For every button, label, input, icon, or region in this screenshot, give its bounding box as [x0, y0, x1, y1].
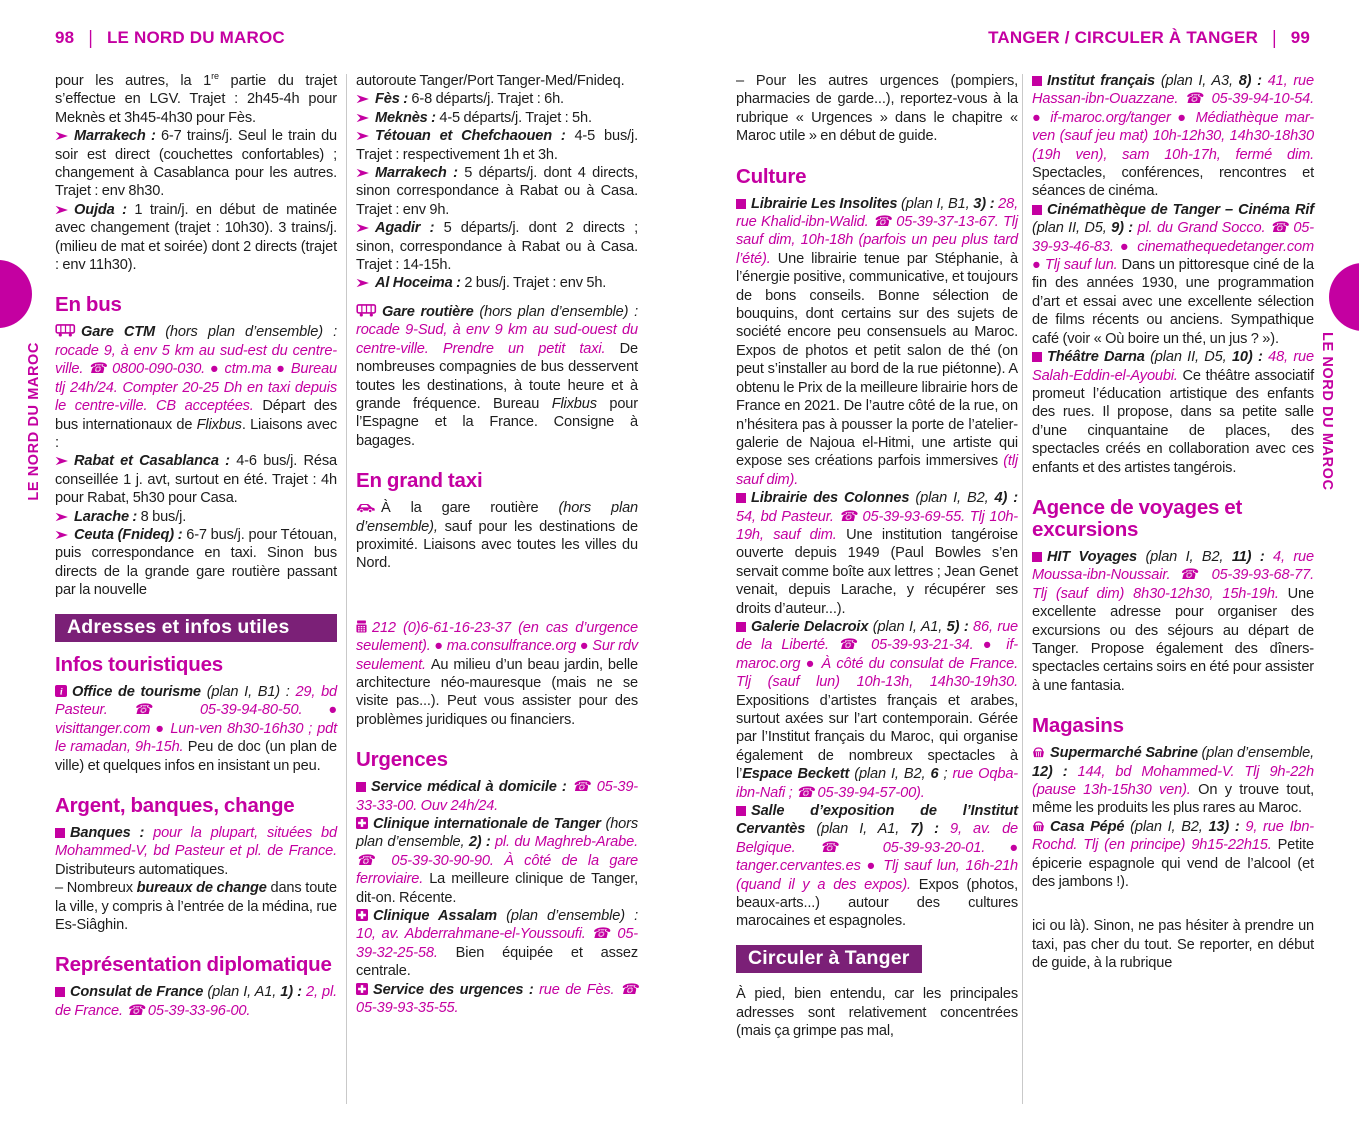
square-bullet [736, 806, 746, 816]
text-run: Service des urgences : [373, 981, 540, 998]
section-heading: Magasins [1032, 714, 1124, 738]
paragraph [55, 983, 337, 1020]
text-run: Librairie des Colonnes [751, 490, 916, 507]
text-run: rue Oqba-ibn-Nafi ; ☎ 05-39-94-57-00). [736, 766, 1018, 801]
text-run: Institut français [1047, 73, 1161, 89]
text-run: Peu de doc (un plan de ville) et quelques infos en insistant un peu. [55, 739, 337, 774]
text-run: Cinémathèque de Tanger – Cinéma Rif [1047, 201, 1314, 218]
text-run: HIT Voyages [1047, 548, 1146, 565]
text-run: 9) : [1111, 220, 1138, 237]
paragraph [356, 303, 638, 450]
text-run: 54, bd Pasteur. ☎ 05-39-93-69-55. Tlj 10h-19h, sauf dim. [736, 508, 1018, 543]
text-run: sauf pour les destinations de proximité. Liaisons avec toutes les villes du Nord. [356, 518, 638, 572]
text-run: pl. du Grand Socco. ☎ 05-39-93-46-83. ● cinemathequedetanger.com ● Tlj sauf lun. [1032, 220, 1314, 274]
chapter-title-left: LE NORD DU MAROC [106, 28, 285, 47]
paragraph [356, 72, 638, 90]
square-bullet [356, 782, 366, 792]
text-run: 6-7 trains/j. Seul le train du soir est direct (couchettes confortables) ; changement à Casablanca pour les autres. Trajet : env 8h30. [55, 128, 338, 200]
info-icon [55, 685, 67, 697]
text-run: 4-5 bus/j. Trajet : respectivement 1h et 3h. [356, 128, 638, 163]
text-run: Départ des bus internationaux de [55, 398, 337, 433]
text-run: Flixbus [196, 416, 242, 433]
text-run: Au milieu d’un beau jardin, belle architecture néo-mauresque (mais ne se visite pas...). Peut vous assister pour des problèmes juridiques ou financiers. [356, 656, 638, 728]
paragraph [356, 981, 638, 1018]
text-run: (plan I, B2, [1145, 548, 1232, 565]
text-run: ; [938, 766, 953, 783]
text-run: 8 bus/j. [140, 508, 187, 525]
text-run: 5) : [946, 618, 974, 635]
text-run: ☎ 05-39-33-33-00. Ouv 24h/24. [356, 779, 638, 814]
text-run: (hors plan d’ensemble, [356, 816, 638, 851]
section-heading: En bus [55, 293, 122, 317]
text-run: Oujda : [74, 201, 135, 218]
paragraph [55, 824, 337, 879]
text-run: ici ou là). Sinon, ne pas hésiter à prendre un taxi, pas cher du tout. Se reporter, en début de guide, à la rubrique [1032, 918, 1314, 972]
header-separator: | [1272, 26, 1277, 49]
text-run: pour l’Espagne et la France. Consigne à bagages. [356, 395, 638, 449]
paragraph [736, 489, 1018, 618]
paragraph [356, 778, 638, 815]
arrow-icon [55, 205, 69, 215]
text-run: (plan I, A1, [872, 618, 947, 635]
text-run: Expositions d’artistes français et arabes, surtout axées sur l’art contemporain. Gérée par l’Institut français du Maroc, qui organise également de nombreux spectacles à l’ [736, 692, 1018, 783]
text-run: Al Hoceima : [375, 275, 465, 292]
side-tab-circle-left [0, 260, 32, 328]
text-run: Une excellente adresse pour organiser des excursions ou des séjours au départ de Tanger. Propose également des dîners-spectacles certains soirs en été pour assister à une fantasia. [1032, 585, 1314, 694]
paragraph [55, 127, 337, 201]
arrow-icon [356, 131, 370, 141]
column-3 [736, 72, 1018, 1041]
taxi-icon [356, 502, 376, 513]
text-run: Librairie Les Insolites [751, 195, 902, 212]
arrow-icon [356, 223, 370, 233]
side-tab-label-right: LE NORD DU MAROC [1319, 332, 1335, 491]
paragraph [1032, 201, 1314, 348]
text-run: Marrakech : [74, 128, 161, 145]
text-run: (plan I, A1, [207, 984, 281, 1001]
paragraph [1032, 348, 1314, 477]
text-run: 4-6 bus/j. Résa conseillée 1 j. avt, surtout en été. Trajet : 4h pour Rabat, 5h30 pour Casa. [55, 453, 337, 507]
text-run: Consulat de France [70, 984, 208, 1001]
square-bullet [55, 828, 65, 838]
text-run: 1 train/j. en début de matinée avec changement (trajet : 10h30). 3 trains/j. (milieu de mat et soirée) dont 2 directs (trajet : env 11h30). [55, 201, 337, 274]
text-run: Dans un pittoresque ciné de la fin des années 1930, une programmation d’art et essai avec une excellente sélection de films récents ou anciens. Sympathique café (voir « Où boire un thé, un jus ? »). [1032, 257, 1314, 347]
text-run: Supermarché Sabrine [1050, 745, 1202, 762]
paragraph [356, 907, 638, 981]
paragraph [356, 219, 638, 274]
text-run: Galerie Delacroix [751, 618, 873, 635]
paragraph [736, 72, 1018, 146]
text-run: dans toute la ville, y compris à l’entrée de la médina, rue Es-Siâghin. [55, 880, 338, 934]
arrow-icon [356, 168, 370, 178]
square-bullet [736, 622, 746, 632]
text-run: Petite épicerie espagnole qui vend de l’alcool (et des jambons !). [1032, 837, 1314, 891]
section-heading: Culture [736, 164, 807, 188]
arrow-icon [356, 113, 370, 123]
text-run: On y trouve tout, même les produits les plus rares au Maroc. [1032, 782, 1315, 817]
text-run: – Nombreux [55, 880, 137, 897]
text-run: (plan I, A3, [1160, 73, 1239, 89]
text-run: 7) : [910, 821, 950, 838]
paragraph [736, 985, 1018, 1040]
text-run: À la gare routière [381, 500, 559, 517]
text-run: rue de Fès. ☎ 05-39-93-35-55. [356, 981, 639, 1017]
side-tab-circle-right [1329, 263, 1359, 331]
text-run: 6-7 bus/j. pour Tétouan, puis correspondance en taxi. Sinon bus directs de la grande gare routière passant par la nouvelle [55, 526, 338, 599]
column-2 [356, 72, 638, 1017]
text-run: partie du trajet s’effectue en LGV. Trajet : 2h45-4h pour Meknès et 3h45-4h30 pour Fès. [55, 73, 337, 126]
text-run: (plan I, B1, [901, 195, 974, 212]
text-run: 9, av. de Belgique. ☎ 05-39-93-20-01. ● tanger.cervantes.es ● Tlj sauf lun, 16h-21h (quand il y a des expos). [736, 821, 1019, 893]
text-run: Théâtre Darna [1047, 349, 1151, 366]
side-tab-label-left: LE NORD DU MAROC [26, 342, 42, 501]
text-run: Distributeurs automatiques. [55, 861, 229, 878]
fax-icon [356, 620, 367, 633]
paragraph [1032, 818, 1314, 892]
column-4 [1032, 72, 1314, 973]
paragraph [55, 72, 337, 127]
text-run: Spectacles, conférences, rencontres et séances de cinéma. [1032, 165, 1314, 200]
section-heading: Urgences [356, 748, 448, 772]
chapter-title-right: TANGER / CIRCULER À TANGER [988, 28, 1259, 47]
text-run: (plan I, B2, [854, 766, 931, 783]
text-run: Fès : [375, 91, 412, 108]
text-run: 6 [930, 766, 939, 783]
text-run: Ce théâtre associatif promeut l’éducation artistique des enfants des rues. Il propose, dans sa petite salle d’une cinquantaine de places, des spectacles créés en collaboration avec ces enfants et des artistes tangérois. [1032, 367, 1314, 476]
text-run: pour la plupart, situées bd Mohammed-V, bd Pasteur et pl. de France. [55, 825, 337, 860]
section-banner: Adresses et infos utiles [55, 614, 337, 642]
paragraph [736, 195, 1018, 490]
page-number-right: 99 [1290, 28, 1310, 47]
text-run: (plan II, D5, [1150, 349, 1232, 366]
square-bullet [55, 987, 65, 997]
paragraph [356, 499, 638, 573]
bus-icon [55, 324, 76, 337]
text-run: Larache : [74, 508, 141, 525]
text-run: Ceuta (Fnideq) : [74, 526, 187, 543]
plus-icon [356, 909, 368, 921]
paragraph [356, 90, 638, 108]
paragraph [736, 618, 1018, 802]
text-run: (plan I, A1, [816, 821, 911, 838]
square-bullet [736, 493, 746, 503]
plus-icon [356, 983, 368, 995]
text-run: (hors plan d’ensemble), [356, 500, 638, 535]
paragraph [55, 201, 337, 275]
text-run: Clinique Assalam [373, 908, 507, 925]
text-run: À pied, bien entendu, car les principales adresses sont relativement concentrées (mais ça grimpe pas mal, [736, 986, 1018, 1040]
paragraph [356, 274, 638, 292]
text-run: 3) : [973, 195, 999, 212]
paragraph [55, 879, 337, 934]
text-run: 41, rue Hassan-ibn-Ouazzane. ☎ 05-39-94-10-54. ● if-maroc.org/tanger ● Médiathèque mar-ven (sauf jeu mat) 10h-12h30, 14h30-18h30 (19h ven), sam 10h-17h, fermé dim. [1032, 73, 1314, 163]
paragraph [356, 109, 638, 127]
text-run: 6-8 départs/j. Trajet : 6h. [411, 91, 564, 108]
text-run: De nombreuses compagnies de bus desservent toutes les destinations, à toute heure et à grande fréquence. Bureau [356, 340, 638, 412]
text-run: Service médical à domicile : [371, 779, 572, 796]
paragraph [1032, 744, 1314, 818]
text-run: Flixbus [551, 395, 597, 412]
text-run: rocade 9, à env 5 km au sud-est du centre-ville. ☎ 0800-090-030. ● ctm.ma ● Bureau tlj 24h/24. Compter 20-25 Dh en taxi depuis le centre-ville. CB acceptées. [55, 342, 337, 415]
paragraph [1032, 72, 1314, 201]
page-number-left: 98 [55, 28, 75, 47]
section-heading: Agence de voyages et excursions [1032, 495, 1243, 541]
text-run: 4) : [994, 490, 1018, 507]
text-run: Marrakech : [375, 165, 465, 182]
text-run: 11) : [1231, 548, 1274, 565]
text-run: 86, rue de la Liberté. ☎ 05-39-93-21-34. ● if-maroc.org ● À côté du consulat de France. Tlj (sauf lun) 10h-13h, 14h30-19h30. [736, 618, 1018, 691]
text-run: 12) : [1032, 763, 1078, 780]
text-run: (plan d’ensemble) : [506, 908, 638, 925]
text-run: Agadir : [375, 220, 444, 237]
square-bullet [1032, 205, 1042, 215]
text-run: Gare CTM [81, 324, 166, 341]
text-run: Espace Beckett [742, 766, 855, 783]
text-run: Une librairie tenue par Stéphanie, à l’énergie positive, communicative, et toujours de bons conseils. Bonne sélection de bouquins, dont certains sur des sujets de société encore peu consensuels au Maroc. Expos de photos et petit salon de thé (on peut s’installer au bord de la rue piétonne). A obtenu le Prix de la meilleure librairie hors de France en 2021. De l’autre côté de la rue, on n’hésitera pas à pousser la porte de l’atelier-galerie de Najoua el-Hitmi, une artiste qui expose ses créations parfois immersives [736, 250, 1018, 470]
page-header-left [55, 28, 285, 48]
paragraph [356, 619, 638, 729]
paragraph [356, 164, 638, 219]
text-run: pl. du Maghreb-Arabe. ☎ 05-39-30-90-90. À côté de la gare ferroviaire. [356, 834, 638, 888]
text-run: pour les autres, la 1 [55, 73, 212, 89]
text-run: Meknès : [375, 109, 440, 126]
paragraph [55, 508, 337, 526]
text-run: 8) : [1238, 73, 1268, 89]
text-run: Salle d’exposition de l’Institut Cervantès [736, 803, 1018, 838]
text-run: La meilleure clinique de Tanger, dit-on. Récente. [356, 871, 639, 906]
text-run: 2, pl. de France. ☎ 05-39-33-96-00. [55, 984, 337, 1019]
square-bullet [736, 199, 746, 209]
text-run: bureaux de change [136, 880, 267, 897]
column-divider [346, 74, 347, 1104]
text-run: Expos (photos, beaux-arts...) autour des cultures marocaines et espagnoles. [736, 876, 1018, 930]
column-1 [55, 72, 337, 1020]
text-run: Clinique internationale de Tanger [373, 816, 606, 832]
paragraph [356, 127, 638, 164]
text-run: 29, bd Pasteur. ☎ 05-39-94-80-50. ● visittanger.com ● Lun-ven 8h30-16h30 ; pdt le ramadan, 9h-15h. [55, 683, 337, 756]
text-run: 13) : [1208, 818, 1246, 835]
page-header-right [988, 28, 1310, 48]
text-run: autoroute Tanger/Port Tanger-Med/Fnideq. [356, 73, 625, 89]
arrow-icon [55, 131, 69, 141]
paragraph [356, 815, 638, 907]
plus-icon [356, 817, 368, 829]
text-run: 48, rue Salah-Eddin-el-Ayoubi. [1032, 349, 1314, 384]
text-run: . Liaisons avec : [55, 416, 337, 451]
section-heading: Infos touristiques [55, 652, 223, 676]
text-run: (tlj sauf dim). [736, 453, 1018, 488]
text-run: (plan I, B2, [915, 490, 995, 507]
text-run: (hors plan d’ensemble) : [479, 303, 638, 320]
text-run: 4-5 départs/j. Trajet : 5h. [439, 109, 592, 126]
header-separator: | [88, 26, 93, 49]
arrow-icon [55, 530, 69, 540]
paragraph [55, 452, 337, 507]
square-bullet [1032, 76, 1042, 86]
text-run: rocade 9-Sud, à env 9 km au sud-ouest du centre-ville. Prendre un petit taxi. [356, 322, 638, 357]
paragraph [55, 526, 337, 600]
paragraph [55, 323, 337, 452]
text-run: (hors plan d’ensemble) : [165, 324, 337, 341]
text-run: (plan I, B2, [1130, 818, 1209, 835]
text-run: (plan II, D5, [1032, 220, 1112, 237]
paragraph [1032, 548, 1314, 695]
paragraph [55, 683, 337, 775]
arrow-icon [55, 512, 69, 522]
basket-icon [1032, 821, 1045, 832]
text-run: Bien équipée et assez centrale. [356, 944, 638, 980]
arrow-icon [55, 456, 69, 466]
text-run: Une institution tangéroise ouverte depuis 1949 (Paul Bowles s’en servait comme boîte aux lettres ; Jean Genet venait, depuis Larache, y récupérer ses droits d’auteur...). [736, 526, 1018, 617]
text-run: 1) : [280, 984, 306, 1001]
text-run: 144, bd Mohammed-V. Tlj 9h-22h (pause 13h-15h30 ven). [1032, 763, 1314, 798]
square-bullet [1032, 352, 1042, 362]
paragraph [1032, 917, 1314, 972]
square-bullet [1032, 552, 1042, 562]
paragraph [736, 802, 1018, 931]
text-run: Rabat et Casablanca : [74, 453, 237, 470]
text-run: (plan d’ensemble, [1201, 745, 1315, 762]
section-banner: Circuler à Tanger [736, 945, 922, 973]
bus-icon [356, 304, 377, 317]
text-run: 9, rue Ibn-Rochd. Tlj (en principe) 9h15-22h15. [1032, 818, 1314, 854]
text-run: 2 bus/j. Trajet : env 5h. [464, 275, 607, 292]
text-run: 28, rue Khalid-ibn-Walid. ☎ 05-39-37-13-67. Tlj sauf dim, 10h-18h (parfois un peu plus tard l’été). [736, 195, 1018, 267]
svg-text:i: i [59, 687, 63, 697]
column-divider [1022, 74, 1023, 1104]
section-heading: Représentation diplomatique [55, 953, 332, 977]
text-run: 10) : [1231, 349, 1269, 366]
text-run: 5 départs/j. dont 4 directs, sinon correspondance à Rabat ou à Casa. Trajet : env 9h. [356, 165, 638, 218]
arrow-icon [356, 94, 370, 104]
text-run: Office de tourisme [72, 683, 207, 700]
arrow-icon [356, 278, 370, 288]
text-run: 4, rue Moussa-ibn-Noussair. ☎ 05-39-93-68-77. Tlj (sauf dim) 8h30-12h30, 15h-19h. [1032, 548, 1314, 602]
basket-icon [1032, 747, 1045, 758]
text-run: Casa Pépé [1050, 818, 1131, 835]
text-run: Tétouan et Chefchaouen : [375, 128, 575, 145]
text-run: Banques : [70, 825, 154, 841]
text-run: 5 départs/j. dont 2 directs ; sinon, correspondance à Rabat ou à Casa. Trajet : 14-15h. [356, 220, 638, 274]
text-run: – Pour les autres urgences (pompiers, pharmacies de garde...), reportez-vous à la rubrique « Urgences » dans le chapitre « Maroc utile » en début de guide. [736, 73, 1018, 145]
text-run: Gare routière [382, 303, 480, 320]
text-run: re [211, 71, 219, 82]
section-heading: En grand taxi [356, 469, 483, 493]
text-run: 212 (0)6-61-16-23-37 (en cas d’urgence seulement). ● ma.consulfrance.org ● Sur rdv seulement. [356, 619, 638, 673]
text-run: (plan I, B1) : [206, 683, 296, 700]
section-heading: Argent, banques, change [55, 794, 295, 817]
text-run: 2) : [468, 834, 495, 851]
text-run: 10, av. Abderrahmane-el-Youssoufi. ☎ 05-39-32-25-58. [356, 926, 638, 961]
